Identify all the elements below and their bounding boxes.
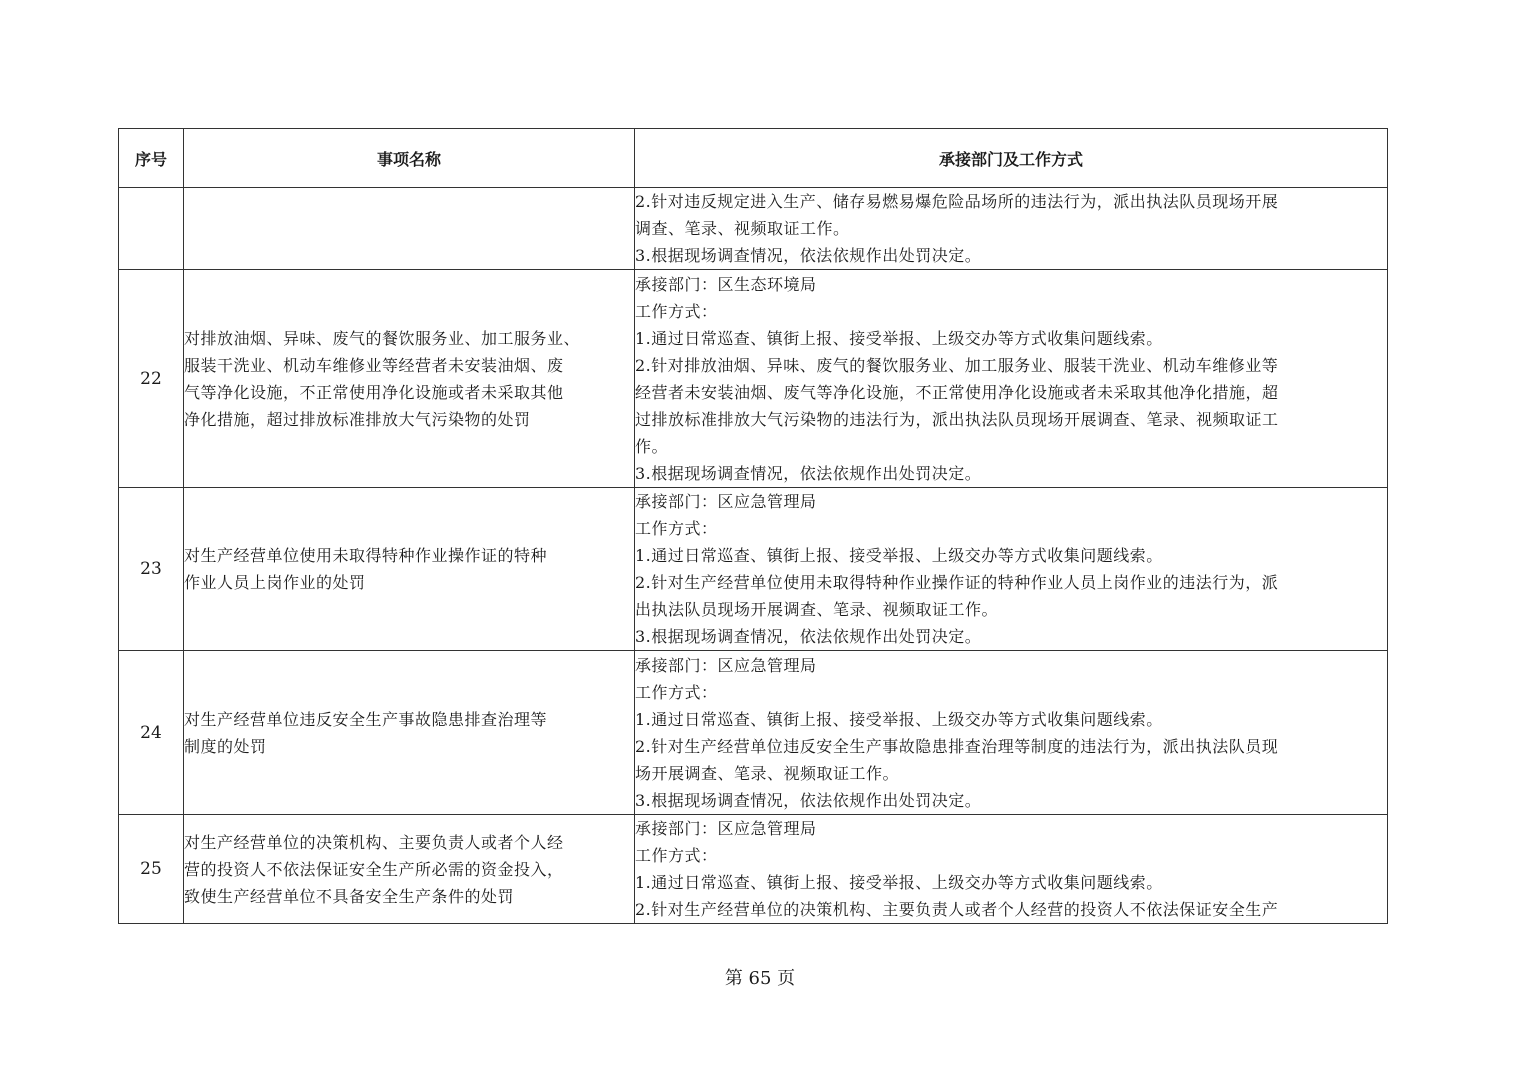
row-method-line: 过排放标准排放大气污染物的违法行为，派出执法队员现场开展调查、笔录、视频取证工 (635, 409, 1279, 429)
row-method-line: 2.针对生产经营单位的决策机构、主要负责人或者个人经营的投资人不依法保证安全生产 (635, 900, 1279, 919)
row-method-line: 1.通过日常巡查、镇街上报、接受举报、上级交办等方式收集问题线索。 (635, 328, 1163, 348)
row-method (635, 488, 1388, 651)
row-name (184, 270, 635, 488)
row-method-line: 2.针对生产经营单位使用未取得特种作业操作证的特种作业人员上岗作业的违法行为，派 (635, 573, 1279, 592)
row-method-line: 2.针对违反规定进入生产、储存易燃易爆危险品场所的违法行为，派出执法队员现场开展 (635, 192, 1279, 211)
header-name: 事项名称 (184, 129, 635, 188)
row-method-line: 经营者未安装油烟、废气等净化设施，不正常使用净化设施或者未采取其他净化措施，超 (635, 382, 1279, 402)
row-method (635, 815, 1388, 924)
row-name (184, 815, 635, 924)
table-row (119, 488, 1388, 651)
row-name-line: 对生产经营单位违反安全生产事故隐患排查治理等 (184, 709, 548, 729)
row-name (184, 651, 635, 815)
row-method-line: 工作方式： (635, 301, 718, 321)
row-method-line: 工作方式： (635, 519, 718, 538)
row-method-line: 承接部门：区生态环境局 (635, 274, 817, 294)
row-method-line: 1.通过日常巡查、镇街上报、接受举报、上级交办等方式收集问题线索。 (635, 709, 1163, 729)
row-method-line: 2.针对生产经营单位违反安全生产事故隐患排查治理等制度的违法行为，派出执法队员现 (635, 736, 1279, 756)
row-name-line: 致使生产经营单位不具备安全生产条件的处罚 (184, 886, 515, 906)
row-method-line: 2.针对排放油烟、异味、废气的餐饮服务业、加工服务业、服装干洗业、机动车维修业等 (635, 355, 1279, 375)
row-name-line: 营的投资人不依法保证安全生产所必需的资金投入， (184, 859, 564, 879)
row-method-line: 调查、笔录、视频取证工作。 (635, 219, 850, 238)
row-method-line: 工作方式： (635, 846, 718, 865)
row-name-line: 服装干洗业、机动车维修业等经营者未安装油烟、废 (184, 355, 564, 375)
table-header-row (119, 129, 1388, 188)
row-seq: 24 (119, 651, 184, 815)
row-name-line: 制度的处罚 (184, 736, 267, 756)
row-method-line: 承接部门：区应急管理局 (635, 492, 817, 511)
row-method-line: 3.根据现场调查情况，依法依规作出处罚决定。 (635, 627, 982, 646)
row-method-line: 承接部门：区应急管理局 (635, 819, 817, 838)
row-method-line: 1.通过日常巡查、镇街上报、接受举报、上级交办等方式收集问题线索。 (635, 546, 1163, 565)
table-body (119, 188, 1388, 924)
page-number: 第 65 页 (724, 968, 796, 989)
table-row (119, 270, 1388, 488)
row-name-line: 对生产经营单位的决策机构、主要负责人或者个人经 (184, 832, 564, 852)
row-seq: 23 (119, 488, 184, 651)
row-method-line: 3.根据现场调查情况，依法依规作出处罚决定。 (635, 790, 982, 810)
row-method-line: 3.根据现场调查情况，依法依规作出处罚决定。 (635, 246, 982, 265)
row-method (635, 651, 1388, 815)
row-name-line: 对生产经营单位使用未取得特种作业操作证的特种 (184, 546, 548, 565)
row-method (635, 188, 1388, 270)
row-method-line: 1.通过日常巡查、镇街上报、接受举报、上级交办等方式收集问题线索。 (635, 873, 1163, 892)
row-method-line: 作。 (635, 436, 669, 456)
row-name-line: 作业人员上岗作业的处罚 (184, 573, 366, 592)
row-method-line: 承接部门：区应急管理局 (635, 655, 817, 675)
row-name (184, 488, 635, 651)
row-method-line: 出执法队员现场开展调查、笔录、视频取证工作。 (635, 600, 999, 619)
table-row (119, 815, 1388, 924)
row-method-line: 工作方式： (635, 682, 718, 702)
table-row (119, 188, 1388, 270)
row-name (184, 188, 635, 270)
row-name-line: 气等净化设施，不正常使用净化设施或者未采取其他 (184, 382, 564, 402)
matters-table (118, 128, 1388, 924)
row-method (635, 270, 1388, 488)
row-name-line: 对排放油烟、异味、废气的餐饮服务业、加工服务业、 (184, 328, 581, 348)
header-seq: 序号 (119, 129, 184, 188)
row-name-line: 净化措施，超过排放标准排放大气污染物的处罚 (184, 409, 531, 429)
row-seq: 22 (119, 270, 184, 488)
row-seq (119, 188, 184, 270)
row-method-line: 场开展调查、笔录、视频取证工作。 (635, 763, 900, 783)
table-row (119, 651, 1388, 815)
row-method-line: 3.根据现场调查情况，依法依规作出处罚决定。 (635, 463, 982, 483)
header-method: 承接部门及工作方式 (635, 129, 1388, 188)
row-seq: 25 (119, 815, 184, 924)
